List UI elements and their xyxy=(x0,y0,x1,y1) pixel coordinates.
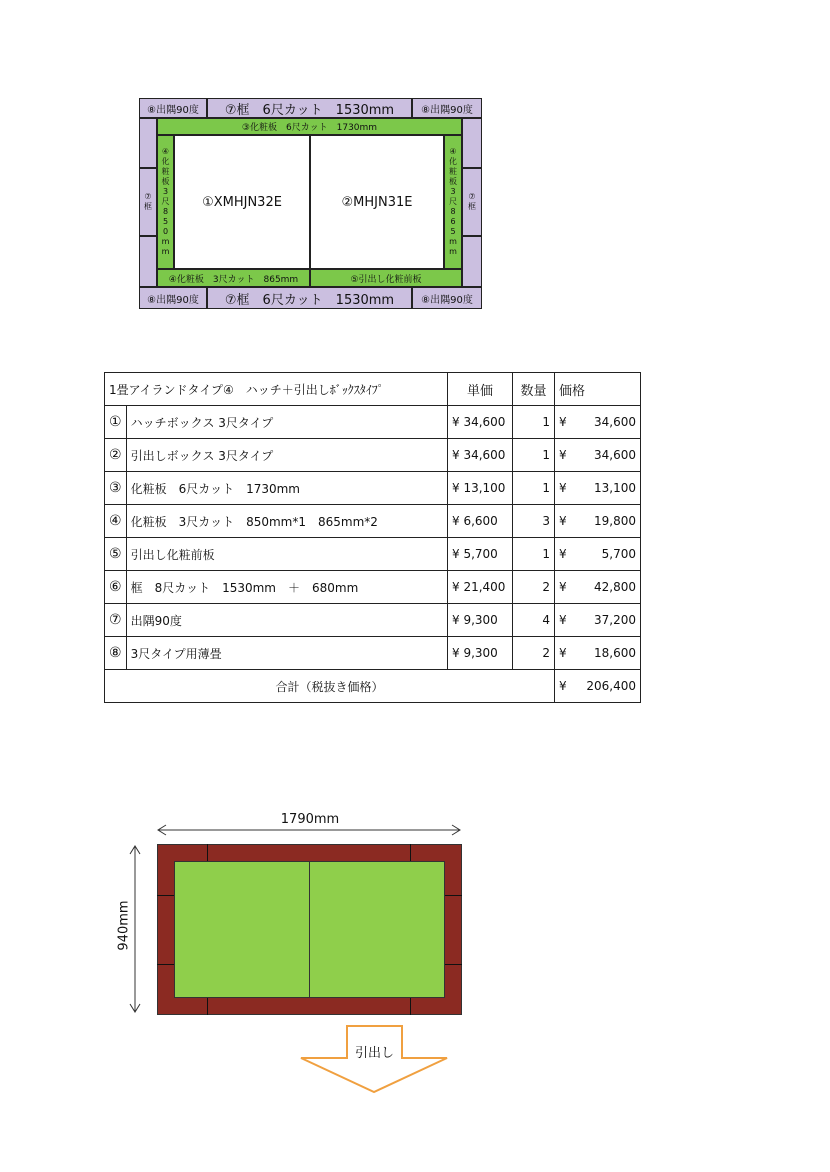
frame-top xyxy=(207,98,412,118)
row-unit-price: ¥ 6,600 xyxy=(448,505,513,538)
row-number: ① xyxy=(105,406,127,439)
row-yen: ¥ xyxy=(559,646,567,660)
right-board-char: 尺 xyxy=(449,197,457,206)
row-amount: 18,600 xyxy=(594,646,636,660)
right-board-char: m xyxy=(449,237,457,246)
left-board-char: 0 xyxy=(162,227,169,236)
row-unit-price: ¥ 5,700 xyxy=(448,538,513,571)
row-unit-price: ¥ 9,300 xyxy=(448,637,513,670)
left-board-char: 化 xyxy=(161,157,170,166)
row-yen: ¥ xyxy=(559,613,567,627)
row-unit-price: ¥ 13,100 xyxy=(448,472,513,505)
frame-left xyxy=(139,168,157,236)
table-title: 1畳アイランドタイプ④ ハッチ＋引出しﾎﾞｯｸｽﾀｲﾌﾟ xyxy=(105,373,448,406)
left-board-char: ④ xyxy=(161,147,170,156)
row-yen: ¥ xyxy=(559,547,567,561)
drawer-label: 引出し xyxy=(354,1046,394,1061)
right-board-char: 板 xyxy=(449,177,457,186)
frame-joint xyxy=(207,844,208,861)
row-number: ⑥ xyxy=(105,571,127,604)
row-unit-price: ¥ 34,600 xyxy=(448,439,513,472)
left-board-char: 尺 xyxy=(161,197,170,206)
row-number: ② xyxy=(105,439,127,472)
row-amount: 37,200 xyxy=(594,613,636,627)
corner-bottom-right xyxy=(412,287,482,309)
row-total xyxy=(555,439,641,472)
row-unit-price: ¥ 21,400 xyxy=(448,571,513,604)
left-board-char: m xyxy=(161,247,170,256)
frame-left-bottom xyxy=(139,236,157,287)
row-unit-price: ¥ 9,300 xyxy=(448,604,513,637)
corner-top-right-label: ⑧出隅90度 xyxy=(421,104,473,116)
bottom-board-right xyxy=(310,269,462,287)
right-board-char: 粧 xyxy=(449,167,457,176)
corner-bottom-right-label: ⑧出隅90度 xyxy=(421,294,473,306)
width-label: 1790mm xyxy=(280,812,340,827)
frame-joint xyxy=(444,964,462,965)
corner-top-right xyxy=(412,98,482,118)
row-yen: ¥ xyxy=(559,580,567,594)
mat-left xyxy=(174,861,310,998)
row-name: 3尺タイプ用薄畳 xyxy=(126,637,447,670)
col-qty-header: 数量 xyxy=(513,373,555,406)
height-label: 940mm xyxy=(116,900,132,951)
cell-2-label: ②MHJN31E xyxy=(341,194,413,210)
left-board-char: 5 xyxy=(162,217,169,226)
row-yen: ¥ xyxy=(559,415,567,429)
row-qty: 3 xyxy=(513,505,555,538)
row-qty: 2 xyxy=(513,571,555,604)
row-qty: 1 xyxy=(513,406,555,439)
table-row xyxy=(105,604,641,637)
table-row xyxy=(105,439,641,472)
row-number: ③ xyxy=(105,472,127,505)
table-row xyxy=(105,571,641,604)
left-frame-char: 框 xyxy=(144,202,152,211)
row-amount: 34,600 xyxy=(594,448,636,462)
row-total xyxy=(555,505,641,538)
frame-right-bottom xyxy=(462,236,482,287)
bottom-board-left-label: ④化粧板 3尺カット 865mm xyxy=(168,274,299,285)
row-total xyxy=(555,571,641,604)
sum-total xyxy=(555,670,641,703)
row-qty: 1 xyxy=(513,538,555,571)
row-amount: 13,100 xyxy=(594,481,636,495)
cell-1-label: ①XMHJN32E xyxy=(202,194,282,210)
col-unit-header: 単価 xyxy=(448,373,513,406)
row-total xyxy=(555,604,641,637)
right-board-char: ④ xyxy=(449,147,457,156)
price-table xyxy=(104,372,641,703)
row-total xyxy=(555,472,641,505)
row-name: 化粧板 6尺カット 1730mm xyxy=(126,472,447,505)
row-amount: 5,700 xyxy=(601,547,636,561)
left-board-char: 3 xyxy=(162,187,169,196)
left-board-char: 板 xyxy=(161,177,170,186)
cell-2 xyxy=(310,135,444,269)
top-board-label: ③化粧板 6尺カット 1730mm xyxy=(241,123,378,133)
row-name: 化粧板 3尺カット 850mm*1 865mm*2 xyxy=(126,505,447,538)
table-row xyxy=(105,637,641,670)
row-qty: 2 xyxy=(513,637,555,670)
right-board-char: 6 xyxy=(450,217,456,226)
frame-bottom-label: ⑦框 6尺カット 1530mm xyxy=(224,292,395,308)
frame-joint xyxy=(410,998,411,1015)
row-name: 出隅90度 xyxy=(126,604,447,637)
row-yen: ¥ xyxy=(559,448,567,462)
table-row xyxy=(105,472,641,505)
row-number: ⑦ xyxy=(105,604,127,637)
right-board xyxy=(444,135,462,269)
row-yen: ¥ xyxy=(559,514,567,528)
floor-drawing xyxy=(0,810,830,1110)
right-board-char: 5 xyxy=(450,227,456,236)
right-board-char: 3 xyxy=(450,187,456,196)
row-qty: 1 xyxy=(513,472,555,505)
left-board-char: 粧 xyxy=(161,167,170,176)
left-board xyxy=(157,135,174,269)
row-total xyxy=(555,406,641,439)
row-amount: 34,600 xyxy=(594,415,636,429)
top-board xyxy=(157,118,462,135)
right-board-char: m xyxy=(449,247,457,256)
frame-top-label: ⑦框 6尺カット 1530mm xyxy=(224,102,395,118)
right-frame-char: ⑦ xyxy=(468,192,476,201)
row-amount: 42,800 xyxy=(594,580,636,594)
frame-bottom xyxy=(207,287,412,309)
sum-label: 合計（税抜き価格） xyxy=(105,670,555,703)
sum-yen: ¥ xyxy=(559,679,567,693)
row-name: 框 8尺カット 1530mm ＋ 680mm xyxy=(126,571,447,604)
left-board-char: 8 xyxy=(162,207,169,216)
table-row xyxy=(105,505,641,538)
row-amount: 19,800 xyxy=(594,514,636,528)
frame-joint xyxy=(444,895,462,896)
row-number: ④ xyxy=(105,505,127,538)
corner-bottom-left-label: ⑧出隅90度 xyxy=(147,294,199,306)
row-number: ⑤ xyxy=(105,538,127,571)
table-row xyxy=(105,406,641,439)
frame-left-top xyxy=(139,118,157,168)
left-frame-char: ⑦ xyxy=(144,192,152,201)
frame-joint xyxy=(157,964,174,965)
row-name: ハッチボックス 3尺タイプ xyxy=(126,406,447,439)
row-name: 引出し化粧前板 xyxy=(126,538,447,571)
frame-joint xyxy=(207,998,208,1015)
frame-joint xyxy=(157,895,174,896)
layout-diagram xyxy=(139,98,482,309)
table-header-row xyxy=(105,373,641,406)
row-total xyxy=(555,538,641,571)
frame-right xyxy=(462,168,482,236)
bottom-board-right-label: ⑤引出し化粧前板 xyxy=(350,274,422,285)
mat-right xyxy=(309,861,445,998)
frame-right-top xyxy=(462,118,482,168)
col-price-header: 価格 xyxy=(555,373,641,406)
row-qty: 4 xyxy=(513,604,555,637)
cell-1 xyxy=(174,135,310,269)
row-unit-price: ¥ 34,600 xyxy=(448,406,513,439)
table-row xyxy=(105,538,641,571)
row-number: ⑧ xyxy=(105,637,127,670)
left-board-char: m xyxy=(161,237,170,246)
right-board-char: 化 xyxy=(449,157,457,166)
row-yen: ¥ xyxy=(559,481,567,495)
row-total xyxy=(555,637,641,670)
row-qty: 1 xyxy=(513,439,555,472)
corner-bottom-left xyxy=(139,287,207,309)
corner-top-left-label: ⑧出隅90度 xyxy=(147,104,199,116)
sum-value: 206,400 xyxy=(586,679,636,693)
right-board-char: 8 xyxy=(450,207,456,216)
row-name: 引出しボックス 3尺タイプ xyxy=(126,439,447,472)
bottom-board-left xyxy=(157,269,310,287)
frame-joint xyxy=(410,844,411,861)
sum-row xyxy=(105,670,641,703)
corner-top-left xyxy=(139,98,207,118)
right-frame-char: 框 xyxy=(468,202,476,211)
